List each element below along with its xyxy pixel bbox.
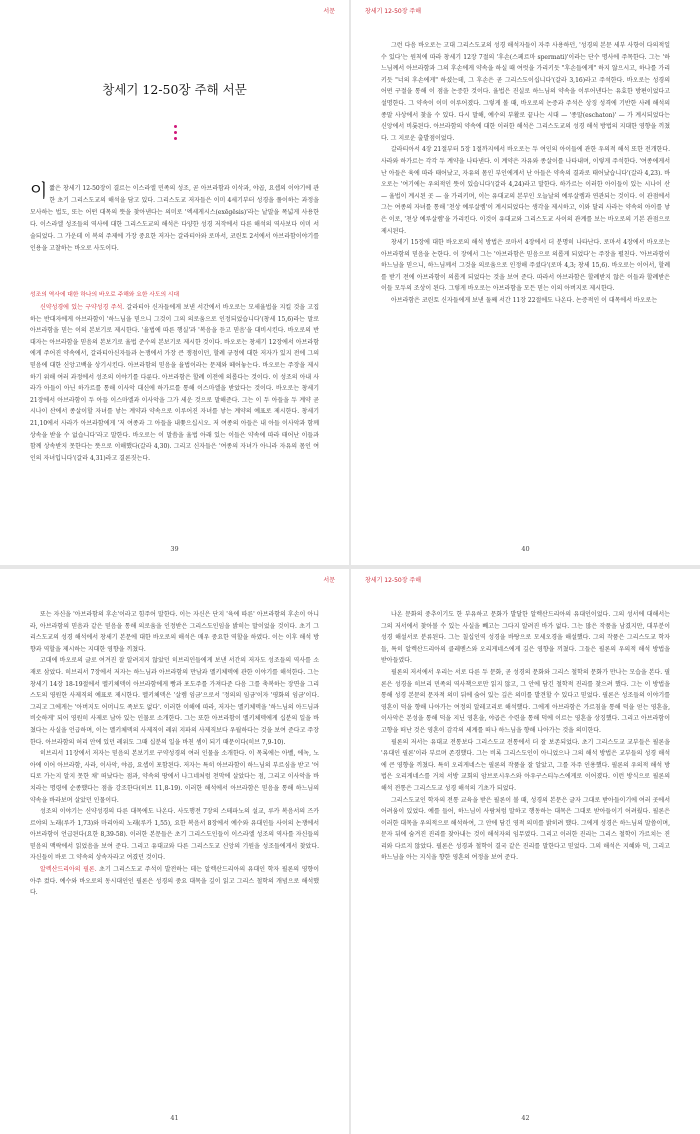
page-number: 41 <box>170 1114 179 1122</box>
running-head: 서문 <box>323 577 335 584</box>
drop-cap: 이 <box>30 181 48 202</box>
paragraph: 나온 문화의 중추이기도 한 부유하고 문화가 발달한 알렉산드리아의 유대인이었다. 그의 성서에 대해서는 그의 저서에서 찾아볼 수 있는 사실을 빼고는 그다지 알려진 바가 없다. 그는 많은 작품을 남겼지만, 대부분이 성경 해설서로 분류된다. 그는 칠십인역 성경을 바탕으로 모세오경을 해설했다. 그의 작품은 그리스도교 학자들, 특히 알렉산드리아의 클레멘스와 오리게네스에게 깊은 영향을 끼쳤다. 그들은 필론의 우의적 해석 방법을 받아들였다. <box>381 611 670 665</box>
page-42 <box>351 569 700 1134</box>
page-number: 39 <box>170 545 179 553</box>
running-head: 창세기 12-50장 주해 <box>365 577 422 584</box>
paragraph: 갈라티아서 4장 21절부터 5장 1절까지에서 바오로는 두 여인의 아이들에 관한 우의적 해석 또한 전개한다. 사라와 하가르는 각각 두 계약을 나타낸다. 이 계약은 자유와 종살이를 나타내며, 이렇게 주석한다. '여종에게서 난 아들은 육에 따라 태어났고, 자유의 몸인 부인에게서 난 아들은 약속의 결과로 태어났습니다'(갈라 4,23). 바오로는 '여기에는 우의적인 뜻이 있습니다'(갈라 4,24)라고 말한다. 하가르는 이러한 아이들이 있는 시나이 산 — 율법이 계시된 곳 — 을 가리키며, 이는 유대교의 본부인 오늘날의 예루살렘과 연관되는 것이다. 이 관점에서 그는 여종의 자녀를 통해 '천상 예루살렘'이 계시되었다는 생각을 제시하고, 이와 달리 사라는 약속의 아이를 낳은 이로, '천상 예루살렘'을 가리킨다. 이것이 유대교와 그리스도교 사이의 관계를 보는 바오로의 기본 관점으로 제시된다. <box>381 146 670 235</box>
intro-paragraph <box>30 183 319 255</box>
chapter-title: 창세기 12-50장 주해 서문 <box>102 82 247 97</box>
page-40 <box>351 0 700 565</box>
page-body <box>381 609 670 1109</box>
paragraph: 히브리서 11장에서 저자는 믿음의 본보기로 구약성경의 여러 인물을 소개한다. 이 목록에는 아벨, 에녹, 노아에 이어 아브라함, 사라, 이사악, 야곱, 요셉이 포함된다. 저자는 특히 아브라함이 하느님의 부르심을 받고 '어디로 가는지 알지 못한 채' 떠났다는 점과, 약속의 땅에서 나그네처럼 천막에 살았다는 점, 그리고 이사악을 바치라는 명령에 순종했다는 점을 강조한다(히브 11,8-19). 이러한 해석에서 아브라함은 믿음을 통해 하느님의 약속을 바라보며 살았던 인물이다. <box>30 750 319 804</box>
section-lead: 신약성경에 있는 구약성경 주석. <box>40 304 125 311</box>
paragraph: 창세기 15장에 대한 바오로의 해석 방법은 로마서 4장에서 더 분명히 나타난다. 로마서 4장에서 바오로는 아브라함의 믿음을 논한다. 이 장에서 그는 '아브라함은 믿음으로 의롭게 되었다'는 주장을 펼친다. '아브라함이 하느님을 믿으니, 하느님께서 그것을 의로움으로 인정해 주셨다'(로마 4,3; 창세 15,6). 바오로는 이어서, 할례를 받기 전에 아브라함이 의롭게 되었다는 것을 보여 준다. 따라서 아브라함은 할례받지 않은 이들과 할례받은 이들 모두의 조상이 된다. 그렇게 바오로는 아브라함을 모든 믿는 이의 아버지로 제시한다. <box>381 239 670 293</box>
page-39 <box>0 0 349 565</box>
paragraph-tail: 초기 그리스도교 주석이 발전하는 데는 알렉산드리아의 유대인 학자 필론의 영향이 아주 컸다. 예수와 바오로의 동시대인인 필론은 성경의 중요 대목을 깊이 읽고 그리스 철학의 개념으로 해석했다. <box>30 866 319 897</box>
paragraph: 고대에 바오로의 글로 여겨진 잘 알려지지 않았던 히브리인들에게 보낸 서간의 저자도 성조들의 역사를 소재로 삼았다. 히브리서 7장에서 저자는 하느님과 아브라함의 만남과 멜키체덱에 관한 이야기를 해석한다. 그는 창세기 14장 18-19절에서 멜키체덱이 아브라함에게 빵과 포도주를 가져다준 다음 그를 축복하는 장면을 그리스도의 영원한 사제직의 예표로 제시한다. 멜키체덱은 '살렘 임금'으로서 '정의의 임금'이자 '평화의 임금'이다. 그리고 그에게는 '아버지도 어머니도 족보도 없다'. 이러한 이해에 따라, 저자는 멜키체덱을 '하느님의 아드님과 비슷하게' 되어 영원히 사제로 남아 있는 인물로 소개한다. 그는 또한 아브라함이 멜키체덱에게 십분의 일을 바쳤다는 사실을 언급하며, 이는 멜키체덱의 사제직이 레위 지파의 사제직보다 우월하다는 것을 보여 준다고 주장한다. 아브라함의 허리 안에 있던 레위도 그때 십분의 일을 바친 셈이 되기 때문이다(히브 7,9-10). <box>30 657 319 746</box>
section-body <box>30 302 319 538</box>
paragraph: 성조의 이야기는 신약성경의 다른 대목에도 나온다. 사도행전 7장의 스테파노의 설교, 루카 복음서의 즈카르야의 노래(루카 1,73)와 마리아의 노래(루카 1,55), 요한 복음서 8장에서 예수와 유대인들 사이의 논쟁에서 아브라함이 언급된다(요한 8,39-58). 이러한 본문들은 초기 그리스도인들이 이스라엘 성조의 역사를 자신들의 믿음의 맥락에서 읽었음을 보여 준다. 그리고 유대교와 다른 그리스도교 신앙의 기원을 성조들에게서 찾았다. 자신들이 바로 그 약속의 상속자라고 여겼던 것이다. <box>30 808 319 862</box>
page-41 <box>0 569 349 1134</box>
subsection-lead: 알렉산드리아의 필론. <box>40 866 97 874</box>
paragraph: 또는 자신을 '아브라함의 후손'이라고 힘주어 말한다. 이는 자신은 단지 '육에 따른' 아브라함의 후손이 아니라, 아브라함의 믿음과 같은 믿음을 통해 의로움을 인정받은 그리스도인임을 밝히는 말이었을 것이다. 초기 그리스도교의 성경 해석에서 창세기 본문에 대한 바오로의 해석은 매우 중요한 역할을 하였다. 이는 이후 해석 방향과 역할을 제시하는 지대한 영향을 끼쳤다. <box>30 611 319 653</box>
page-number: 42 <box>521 1114 530 1122</box>
paragraph: 그런 다음 바오로는 고대 그리스도교의 성경 해석자들이 자주 사용하던, '성경의 본문 세부 사항이 다의적일 수 있다'는 원칙에 따라 창세기 12장 7절의 '후손(스페르마 spermati)'이라는 단수 명사에 주목한다. 그는 '하느님께서 아브라함과 그의 후손에게 약속을 하실 때 여럿을 가리키듯 "후손들에게" 하지 않으시고, 하나를 가리키듯 "너의 후손에게" 하셨는데, 그 후손은 곧 그리스도이십니다'(갈라 3,16)라고 주석한다. 바오로는 성경의 어떤 구절을 통해 이 점을 논증한 것이다. 율법은 진실로 하느님의 약속을 이루어낸다는 유효한 방편이었다고 설명한다. 그 약속이 이미 이루어졌다. 그렇게 볼 때, 바오로의 논증과 주석은 상징 성격에 기반한 사례 해석의 종말 사상에서 찾을 수 있다. 다시 말해, 예수의 부활로 끝나는 시대 — '종말(eschaton)' — 가 계시되었다는 신앙에서 비롯된다. 아브라함의 약속에 대한 이러한 해석은 그리스도교의 성경 해석 방법의 지대한 영향을 끼쳤다. 그 지로운 출발점이었다. <box>381 42 670 142</box>
running-head: 서문 <box>323 8 335 15</box>
paragraph: 그리스도교인 학자의 전통 교육을 받은 필론이 볼 때, 성경의 본문은 글자 그대로 받아들이기에 여러 곳에서 어려움이 있었다. 예를 들어, 하느님이 사람처럼 말하고 행동하는 대목은 그대로 받아들이기 어려웠다. 필론은 이러한 대목을 우의적으로 해석하여, 그 안에 담긴 영적 의미를 밝히려 했다. 그에게 성경은 하느님의 말씀이며, 문자 뒤에 숨겨진 진리를 찾아내는 것이 해석자의 임무였다. 그리고 이러한 진리는 그리스 철학이 가르치는 진리와 다르지 않았다. 필론은 성경과 철학이 결국 같은 진리를 말한다고 믿었다. 그의 해석은 지혜와 덕, 그리고 하느님을 아는 지식을 향한 영혼의 여정을 보여 준다. <box>381 796 670 862</box>
ornament-dots-icon <box>172 125 178 143</box>
page-body <box>30 609 319 1109</box>
section-heading: 성조의 역사에 대한 하나의 바오로 주해와 요한 사도의 시대 <box>30 292 180 298</box>
page-body <box>381 40 670 540</box>
paragraph: 필론의 저서에서 우리는 서로 다른 두 문화, 곧 성경의 문화와 그리스 철학의 문화가 만나는 모습을 본다. 필론은 성경을 히브리 민족의 역사책으로만 읽지 않고, 그 안에 담긴 철학적 진리를 찾으려 했다. 그는 이 방법을 통해 성경 본문의 문자적 의미 뒤에 숨어 있는 깊은 의미를 발견할 수 있다고 믿었다. 필론은 성조들의 이야기를 영혼이 덕을 향해 나아가는 여정의 알레고리로 해석했다. 그에게 아브라함은 가르침을 통해 덕을 얻는 영혼을, 이사악은 본성을 통해 덕을 지닌 영혼을, 야곱은 수련을 통해 덕에 이르는 영혼을 상징했다. 그리고 아브라함이 고향을 떠난 것은 영혼이 감각의 세계를 떠나 하느님을 향해 나아가는 것을 의미한다. <box>381 668 670 734</box>
page-number: 40 <box>521 545 530 553</box>
paragraph: 필론의 저서는 유대교 전통보다 그리스도교 전통에서 더 잘 보존되었다. 초기 그리스도교 교부들은 필론을 '유대인 필론'이라 부르며 존경했다. 그는 비록 그리스도인이 아니었으나 그의 해석 방법은 교부들의 성경 해석에 큰 영향을 끼쳤다. 특히 오리게네스는 필론의 작품을 잘 알았고, 그를 자주 인용했다. 필론의 우의적 해석 방법은 오리게네스를 거쳐 서방 교회의 암브로시우스와 아우구스티누스에게로 이어졌다. 이런 방식으로 필론의 해석 전통은 그리스도교 성경 해석의 기초가 되었다. <box>381 738 670 792</box>
running-head: 창세기 12-50장 주해 <box>365 8 422 15</box>
intro-text: 짧은 창세기 12-50장이 결르는 이스라엘 민족의 성조, 곧 아브라함과 이삭과, 야곱, 요셉의 이야기에 관한 초기 그리스도교의 해석을 담고 있다. 그리스도교 저자들은 이미 4세기부터 성경을 풀이하는 과정을 모사하는 법도, 또는 어떤 대목의 뜻을 찾아낸다는 의미로 '엑세게시스(exēgēsis)'라는 낱말을 폭넓게 사용한다. 이스라엘 성조들의 역사에 대한 그리스도교의 해석은 다양한 성경 저작에서 다른 해석의 역사보다 이미 서술되었다. 그 가운데 이 복의 주제에 가장 중요한 저자는 갈라티아와 로마서, 코린토 2서에서 아브라함이야기를 인용을 고찰하는 바오로 사도이다. <box>30 185 319 252</box>
paragraph: 아브라함은 코린토 신자들에게 보낸 둘째 서간 11장 22절에도 나온다. 논증적인 이 대목에서 바오로는 <box>391 297 658 305</box>
section-text: 갈라티아 신자들에게 보낸 서간에서 바오로는 모세율법을 지킬 것을 고집하는 반대자에게 아브라함이 '하느님을 믿으니 그것이 그의 의로움으로 인정되었습니다'(창세 15,6)라는 말로 아브라함을 믿는 이의 본보기로 제시한다. '율법에 따른 행실'과 '복음을 듣고 믿음'을 대비시킨다. 바오로의 반대자는 아브라함을 믿음의 본보기로 율법 준수의 본보기로 제시한 것이다. 바오로는 창세기 12장에서 아브라함에게 주어진 약속에서, 갈라티아신자들과 논쟁에서 가장 큰 쟁점이던, 할례 규정에 대한 저자가 있지 전에 그의 믿음에 대한 신앙고백을 상기시킨다. 아브라함의 믿음을 율법이라는 문제와 떼어놓는다. 바오로는 주장을 제시하기 위해 여러 과정에서 성조의 이야기를 다룬다. 아브라함은 할례 이전에 의롭다는 것이다. 이 성조의 아내 사라가 아들이 아닌 하가르를 통해 이사악 대신에 하가르를 통해 이스마엘을 받았다는 것이다. 바오로는 창세기 21장에서 아브라함이 두 아들 이스마엘과 이사악을 그가 세운 것으로 말해준다. 그는 이 두 아들을 두 계약 곧 시나이 산에서 종살이할 자녀를 낳는 계약과 약속으로 이루어진 자녀를 낳는 계약의 예표로 제시한다. 창세기 21,10에서 사라가 아브라함에게 '저 여종과 그 아들을 내쫓으십시오. 저 여종의 아들은 내 아들 이사악과 함께 상속을 받을 수 없습니다'라고 말한다. 바오로는 이 말씀을 율법 아래 있는 이들은 약속에 따라 태어난 이들과 함께 상속받지 못한다는 뜻으로 이해했다(갈라 4,30). 그리고 신자들은 '여종의 자녀가 아니라 자유의 몸인 여인의 자녀입니다'(갈라 4,31)라고 결론짓는다. <box>30 304 319 462</box>
